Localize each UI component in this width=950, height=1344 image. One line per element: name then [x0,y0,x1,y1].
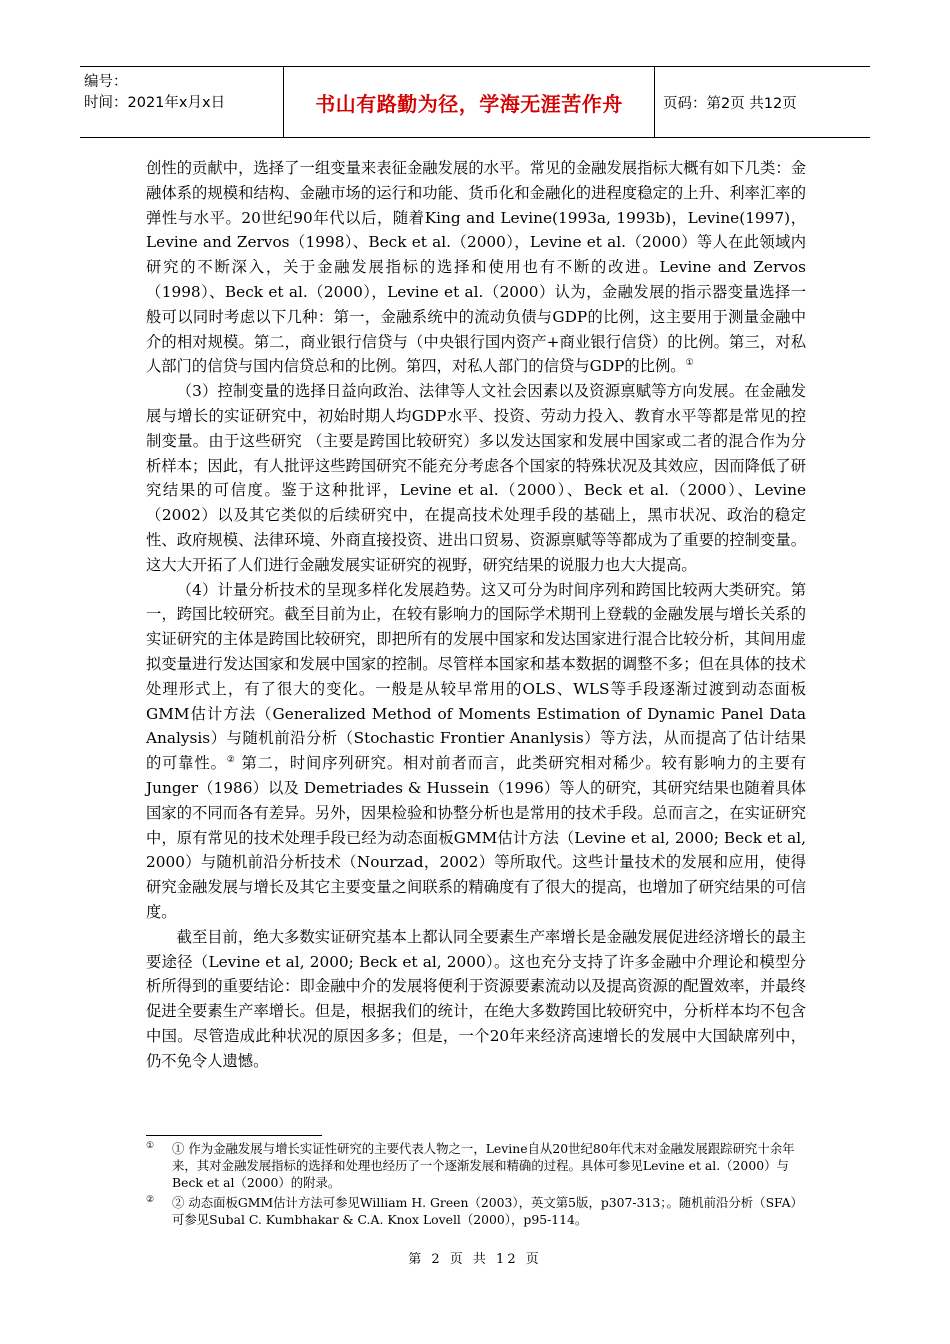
paragraph-4: 截至目前，绝大多数实证研究基本上都认同全要素生产率增长是金融发展促进经济增长的最主要途径（Levine et al, 2000; Beck et al, 2000）。这也充分支持了许多金融中介理论和模型分析所得到的重要结论：即金融中介的发展将便利于资源要素流动以及提高资源的配置效率，并最终促进全要素生产率增长。但是，根据我们的统计，在绝大多数跨国比较研究中，分析样本均不包含中国。尽管造成此种状况的原因多多；但是，一个20年来经济高速增长的发展中大国缺席列中，仍不免令人遗憾。 [146,927,806,1070]
header-meta [80,67,284,137]
document-header [80,66,870,138]
paragraph-3a-text: （4）计量分析技术的呈现多样化发展趋势。这又可分为时间序列和跨国比较两大类研究。第一，跨国比较研究。截至目前为止，在较有影响力的国际学术期刊上登载的金融发展与增长关系的实证研究的主体是跨国比较研究，即把所有的发展中国家和发达国家进行混合比较分析，其间用虚拟变量进行发达国家和发展中国家的控制。尽管样本国家和基本数据的调整不多；但在具体的技术处理形式上，有了很大的变化。一般是从较早常用的OLS、WLS等手段逐渐过渡到动态面板GMM估计方法（Generalized Method of Moments Estimation of Dynamic Panel Data Analysis）与随机前沿分析（Stochastic Frontier Ananlysis）等方法，从而提高了估计结果的可靠性。 [146,580,806,773]
footnotes [146,1140,810,1230]
footnote-1-mark: ① [146,1141,155,1151]
page-footer: 第 2 页 共 12 页 [408,1252,542,1267]
body-text [146,156,806,1073]
footnote-2-text: ② 动态面板GMM估计方法可参见William H. Green（2003），英文第5版，p307-313；。随机前沿分析（SFA）可参见Subal C. Kumbhakar & C.A. Knox Lovell（2000），p95-114。 [172,1194,803,1227]
footnote-1-text: ① 作为金融发展与增长实证性研究的主要代表人物之一，Levine自从20世纪80年代末对金融发展跟踪研究十余年来，其对金融发展指标的选择和处理也经历了一个逐渐发展和精确的过程。具体可参见Levine et al.（2000）与Beck et al（2000）的附录。 [172,1141,795,1191]
footnote-1 [146,1140,810,1192]
paragraph-1 [146,156,806,379]
footnote-separator [146,1135,322,1136]
header-motto: 书山有路勤为径，学海无涯苦作舟 [284,67,655,137]
header-time-label: 时间：2021年x月x日 [84,95,226,111]
footnote-ref-2: ② [226,755,236,766]
paragraph-1-text: 创性的贡献中，选择了一组变量来表征金融发展的水平。常见的金融发展指标大概有如下几类：金融体系的规模和结构、金融市场的运行和功能、货币化和金融化的进程度稳定的上升、利率汇率的弹性与水平。20世纪90年代以后，随着King and Levine(1993a, 1993b)，Levine(1997)，Levine and Zervos（1998）、Beck et al.（2000），Levine et al.（2000）等人在此领域内研究的不断深入，关于金融发展指标的选择和使用也有不断的改进。Levine and Zervos（1998）、Beck et al.（2000），Levine et al.（2000）认为，金融发展的指示器变量选择一般可以同时考虑以下几种：第一，金融系统中的流动负债与GDP的比例，这主要用于测量金融中介的相对规模。第二，商业银行信贷与（中央银行国内资产+商业银行信贷）的比例。第三，对私人部门的信贷与国内信贷总和的比例。第四，对私人部门的信贷与GDP的比例。 [146,159,806,376]
paragraph-2: （3）控制变量的选择日益向政治、法律等人文社会因素以及资源禀赋等方向发展。在金融发展与增长的实证研究中，初始时期人均GDP水平、投资、劳动力投入、教育水平等都是常见的控制变量。由于这些研究 （主要是跨国比较研究）多以发达国家和发展中国家或二者的混合作为分析样本；因此，有人批评这些跨国研究不能充分考虑各个国家的特殊状况及其效应，因而降低了研究结果的可信度。鉴于这种批评，Levine et al.（2000）、Beck et al.（2000）、Levine（2002）以及其它类似的后续研究中，在提高技术处理手段的基础上，黑市状况、政治的稳定性、政府规模、法律环境、外商直接投资、进出口贸易、资源禀赋等等都成为了重要的控制变量。这大大开拓了人们进行金融发展实证研究的视野，研究结果的说服力也大大提高。 [146,382,806,574]
paragraph-3 [146,578,806,925]
header-page-info: 页码：第2页 共12页 [663,95,797,112]
footnote-ref-1: ① [685,358,694,369]
footnote-2 [146,1194,810,1228]
header-number-label: 编号： [84,74,128,90]
footnote-2-mark: ② [146,1194,155,1205]
paragraph-3b-text: 第二，时间序列研究。相对前者而言，此类研究相对稀少。较有影响力的主要有Junger（1986）以及 Demetriades & Hussein（1996）等人的研究，其研究结果也随着具体国家的不同而各有差异。另外，因果检验和协整分析也是常用的技术手段。总而言之，在实证研究中，原有常见的技术处理手段已经为动态面板GMM估计方法（Levine et al, 2000; Beck et al, 2000）与随机前沿分析技术（Nourzad，2002）等所取代。这些计量技术的发展和应用，使得研究金融发展与增长及其它主要变量之间联系的精确度有了很大的提高，也增加了研究结果的可信度。 [146,754,806,921]
